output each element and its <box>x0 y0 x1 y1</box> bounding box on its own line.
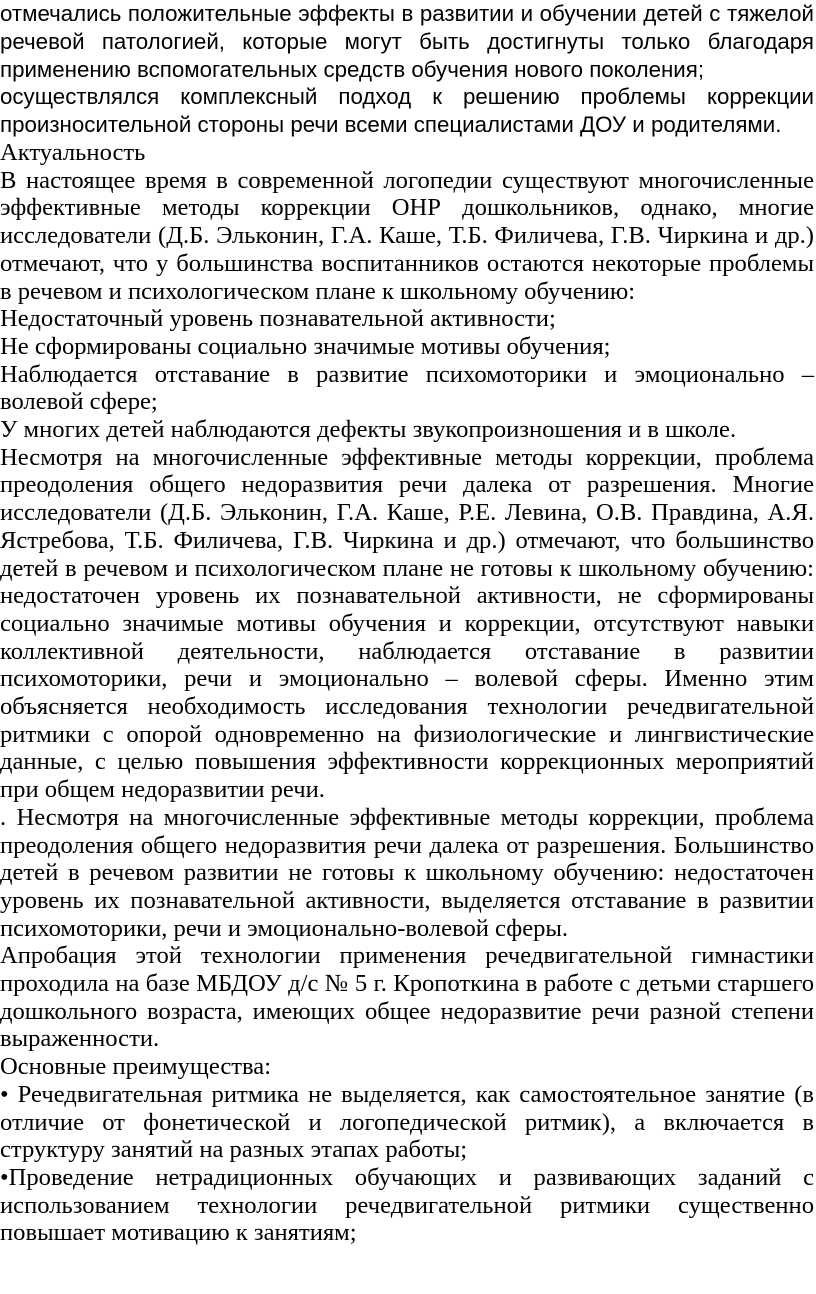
list-item-pronunciation-defects: У многих детей наблюдаются дефекты звукопроизношения и в школе. <box>0 416 737 444</box>
paragraph-complex-approach: осуществлялся комплексный подход к решению проблемы коррекции произносительной стороны речи всеми специалистами ДОУ и родителями. <box>0 84 814 138</box>
paragraph-positive-effects: отмечались положительные эффекты в развитии и обучении детей с тяжелой речевой патологией, которые могут быть достигнуты только благодаря применению вспомогательных средств обучения нового поколения; <box>0 1 814 82</box>
section-heading-advantages: Основные преимущества: <box>0 1053 272 1081</box>
section-heading-relevance: Актуальность <box>0 138 146 166</box>
paragraph-approbation: Апробация этой технологии применения речедвигательной гимнастики проходила на базе МБДОУ д/с № 5 г. Кропоткина в работе с детьми старшего дошкольного возраста, имеющих общее недоразвитие речи разной степени выраженности. <box>0 942 814 1053</box>
list-item-cognitive-activity: Недостаточный уровень познавательной активности; <box>0 305 556 333</box>
paragraph-despite-methods-repeat: . Несмотря на многочисленные эффективные методы коррекции, проблема преодоления общего недоразвития речи далека от разрешения. Большинство детей в речевом развитии не готовы к школьному обучению: недостаточен уровень их познавательной активности, выделяется отставание в развитии психомоторики, речи и эмоционально-волевой сферы. <box>0 803 814 942</box>
bullet-item-motivation: •Проведение нетрадиционных обучающих и развивающих заданий с использованием технологии речедвигательной ритмики существенно повышает мотивацию к занятиям; <box>0 1164 814 1247</box>
paragraph-current-methods: В настоящее время в современной логопедии существуют многочисленные эффективные методы коррекции ОНР дошкольников, однако, многие исследователи (Д.Б. Эльконин, Г.А. Каше, Т.Б. Филичева, Г.В. Чиркина и др.) отмечают, что у большинства воспитанников остаются некоторые проблемы в речевом и психологическом плане к школьному обучению: <box>0 166 814 305</box>
paragraph-despite-methods: Несмотря на многочисленные эффективные методы коррекции, проблема преодоления общего недоразвития речи далека от разрешения. Многие исследователи (Д.Б. Эльконин, Г.А. Каше, Р.Е. Левина, О.В. Правдина, А.Я. Ястребова, Т.Б. Филичева, Г.В. Чиркина и др.) отмечают, что большинство детей в речевом и психологическом плане не готовы к школьному обучению: недостаточен уровень их познавательной активности, не сформированы социально значимые мотивы обучения и коррекции, отсутствуют навыки коллективной деятельности, наблюдается отставание в развитии психомоторики, речи и эмоционально – волевой сферы. Именно этим объясняется необходимость исследования технологии речедвигательной ритмики с опорой одновременно на физиологические и лингвистические данные, с целью повышения эффективности коррекционных мероприятий при общем недоразвитии речи. <box>0 443 814 804</box>
bullet-item-rhythmics: • Речедвигательная ритмика не выделяется, как самостоятельное занятие (в отличие от фонетической и логопедической ритмик), а включается в структуру занятий на разных этапах работы; <box>0 1080 814 1164</box>
list-item-psychomotor-lag: Наблюдается отставание в развитие психомоторики и эмоционально – волевой сфере; <box>0 360 814 416</box>
list-item-learning-motives: Не сформированы социально значимые мотивы обучения; <box>0 332 611 360</box>
